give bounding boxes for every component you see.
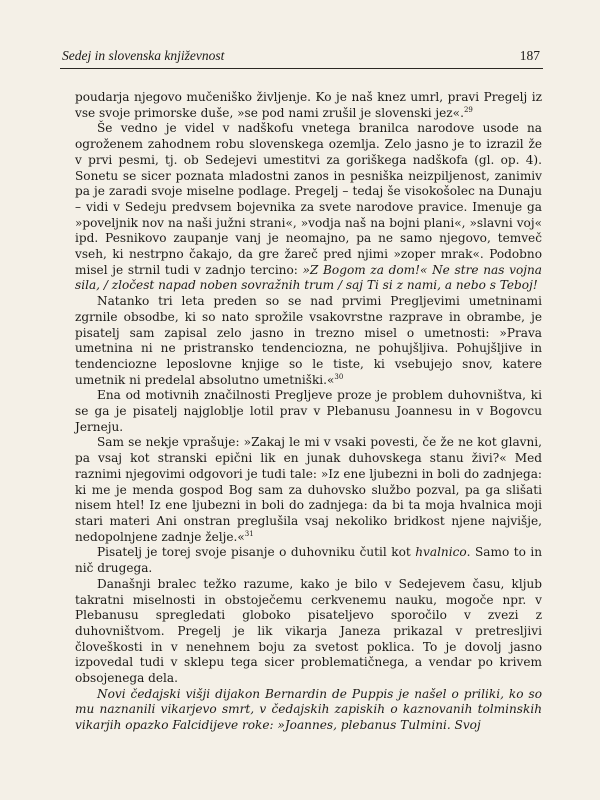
paragraph-text: . Samo to in nič drugega. bbox=[75, 545, 542, 576]
paragraph bbox=[75, 121, 542, 294]
paragraph-text: Sam se nekje vprašuje: »Zakaj le mi v vsaki povesti, če že ne kot glavni, pa vsaj kot stranski epični lik en junak duhovskega stanu živi?« Med raznimi njegovimi odgovori je tudi tale: »Iz ene ljubezni in boli do zadnjega: ki me je menda gospod Bog sam za duhovsko službo pozval, pa ga slišati nisem htel! Iz ene ljubezni in boli do zadnjega: da bi ta moja hvalnica moji stari materi Ani onstran preglušila vsaj nekoliko bridkost njene najvišje, nedopolnjene zadnje želje.« bbox=[75, 435, 542, 544]
footnote-ref: 29 bbox=[463, 105, 473, 114]
running-title: Sedej in slovenska književnost bbox=[62, 48, 225, 63]
page-number: 187 bbox=[519, 48, 540, 63]
paragraph-text: Ena od motivnih značilnosti Pregljeve proze je problem duhovništva, ki se ga je pisatelj najgloblje lotil prav v Plebanusu Joannesu in v Bogovcu Jerneju. bbox=[75, 388, 542, 434]
body-text bbox=[75, 90, 542, 734]
paragraph bbox=[75, 294, 542, 388]
page-header bbox=[62, 48, 540, 64]
footnote-ref: 31 bbox=[244, 529, 254, 538]
header-rule bbox=[60, 68, 543, 69]
paragraph-text: Pisatelj je torej svoje pisanje o duhovniku čutil kot bbox=[97, 545, 416, 560]
paragraph bbox=[75, 435, 542, 545]
paragraph-text: Še vedno je videl v nadškofu vnetega branilca narodove usode na ogroženem zahodnem robu slovenskega ozemlja. Zelo jasno je to izrazil že v prvi pesmi, tj. ob Sedejevi umestitvi za goriškega nadškofa (gl. op. 4). Sonetu se sicer poznata mladostni zanos in pesniška neizpiljenost, zanimiv pa je zaradi svoje miselne podlage. Pregelj – tedaj še visokošolec na Dunaju – vidi v Sedeju predvsem bojevnika za svete narodove pravice. Imenuje ga »poveljnik nov na naši južni strani«, »vodja naš na bojni plani«, »slavni voj« ipd. Pesnikovo zaupanje vanj je neomajno, pa ne samo njegovo, temveč vseh, ki nestrpno čakajo, da gre žareč pred njimi »zoper mrak«. Podobno misel je strnil tudi v zadnjo tercino: bbox=[75, 121, 542, 277]
paragraph bbox=[75, 90, 542, 121]
italic-quotation: Novi čedajski višji dijakon Bernardin de Puppis je našel o priliki, ko so mu naznanili vikarjevo smrt, v čedajskih zapiskih o kaznovanih tolminskih vikarjih opazko Falcidijeve roke: »Joannes, plebanus Tulmini. Svoj bbox=[75, 686, 542, 733]
paragraph bbox=[75, 388, 542, 435]
paragraph-text: Natanko tri leta preden so se nad prvimi Pregljevimi umetninami zgrnile obsodbe, ki so nato sprožile vsakovrstne razprave in obrambe, je pisatelj sam zapisal zelo jasno in trezno misel o umetnosti: »Prava umetnina ni ne pristransko tendenciozna, ne pohujšljiva. Pohujšljive in tendenciozne leposlovne knjige so le tiste, ki vsebujejo snov, katere umetnik ni predelal absolutno umetniški.« bbox=[75, 294, 542, 387]
quoted-verse: »Z Bogom za dom!« Ne stre nas vojna sila, / zločest napad noben sovražnih trum / saj Ti si z nami, a nebo s Teboj! bbox=[75, 262, 542, 293]
paragraph bbox=[75, 545, 542, 576]
paragraph-text: Današnji bralec težko razume, kako je bilo v Sedejevem času, kljub takratni miselnosti in obstoječemu cerkvenemu nauku, mogoče npr. v Plebanusu spregledati globoko pisateljevo sporočilo v zvezi z duhovništvom. Pregelj je lik vikarja Janeza prikazal v pretresljivi človeškosti in v nenehnem boju za svetost poklica. To je dovolj jasno izpovedal tudi v sklepu tega sicer problematičnega, a vendar po krivem obsojenega dela. bbox=[75, 576, 542, 686]
paragraph-text: poudarja njegovo mučeniško življenje. Ko je naš knez umrl, pravi Pregelj iz vse svoje primorske duše, »se pod nami zrušil je slovenski jez«. bbox=[75, 90, 542, 120]
paragraph bbox=[75, 577, 542, 687]
paragraph bbox=[75, 687, 542, 734]
emphasis: hvalnico bbox=[415, 545, 467, 560]
footnote-ref: 30 bbox=[334, 372, 344, 381]
